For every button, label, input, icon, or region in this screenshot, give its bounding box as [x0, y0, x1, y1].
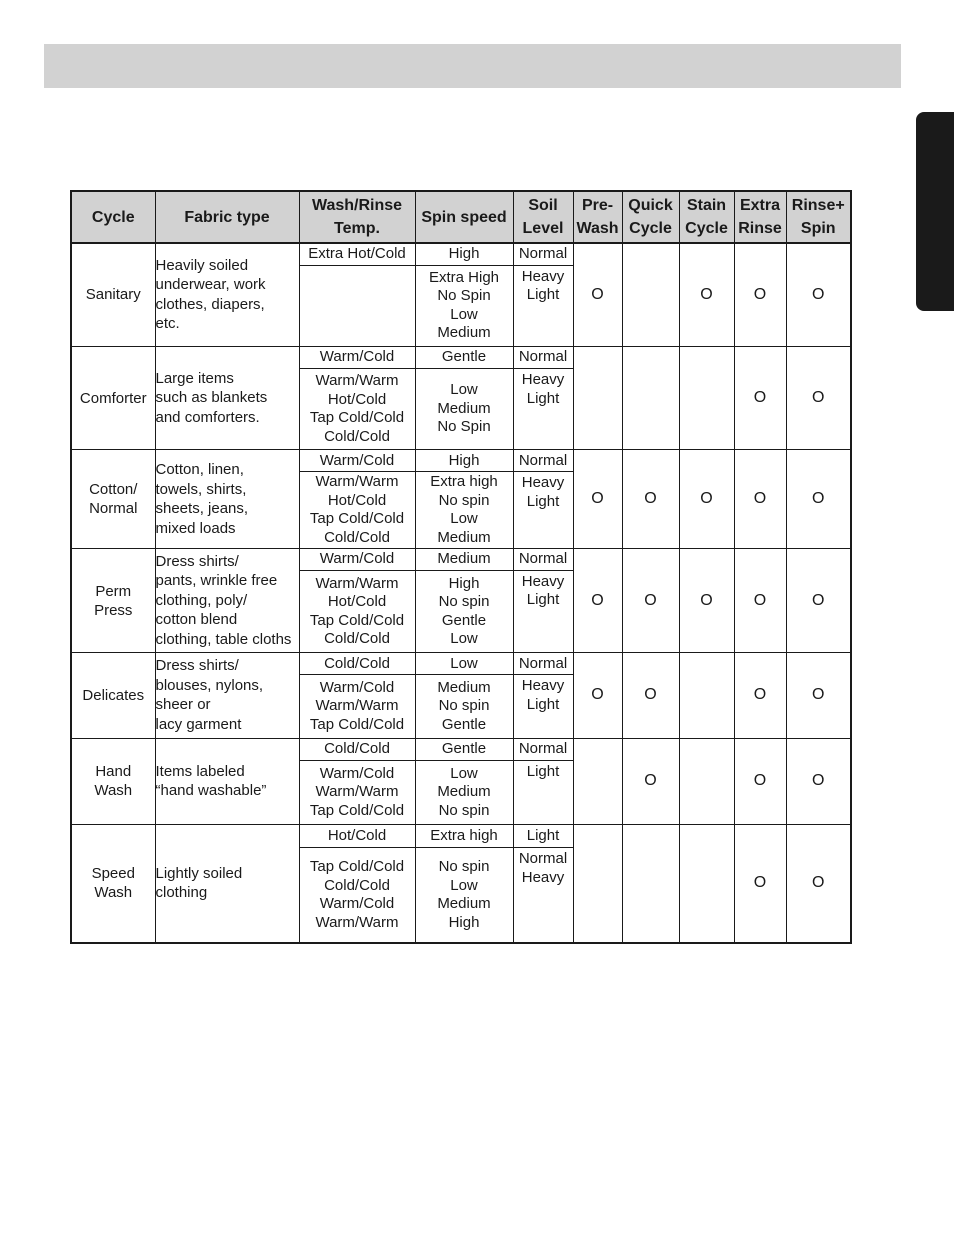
temp-options-line: Tap Cold/Cold [309, 801, 405, 819]
stain-cycle-mark: O [679, 243, 734, 346]
fabric-type [155, 548, 299, 652]
temp-options-line: Warm/Warm [315, 913, 399, 931]
temp-default [299, 450, 415, 472]
pre-wash-mark: O [573, 653, 622, 738]
spin-options-line: Low [450, 305, 478, 323]
temp-options-line: Cold/Cold [324, 528, 390, 546]
table-row [71, 824, 851, 847]
cycle-name [71, 450, 155, 548]
fabric-type-line: Items labeled [155, 762, 245, 780]
temp-default [299, 243, 415, 265]
fabric-type [155, 243, 299, 346]
section-header-bar [44, 44, 901, 88]
cycle-name [71, 824, 155, 943]
quick-cycle-mark: O [622, 548, 679, 652]
spin-options-line: Low [450, 381, 478, 399]
temp-options [299, 369, 415, 450]
extra-rinse-mark: O [734, 243, 786, 346]
spin-options-line: Medium [437, 783, 491, 801]
spin-options [415, 675, 513, 738]
fabric-type-line: such as blankets [155, 389, 268, 407]
soil-options-line: Heavy [521, 371, 565, 389]
soil-options [513, 848, 573, 943]
spin-options-line: No spin [438, 858, 490, 876]
side-tab-marker [916, 112, 954, 311]
fabric-type-line: clothing, table cloths [155, 630, 292, 648]
temp-options-line: Warm/Warm [315, 473, 399, 491]
temp-options-line: Warm/Cold [319, 764, 395, 782]
stain-cycle-mark [679, 738, 734, 824]
pre-wash-mark: O [573, 450, 622, 548]
fabric-type-line: lacy garment [155, 715, 242, 733]
pre-wash-mark: O [573, 243, 622, 346]
spin-default-line: Medium [437, 550, 491, 568]
spin-options-line: Low [450, 510, 478, 528]
table-row [71, 243, 851, 265]
fabric-type-line: clothing [155, 884, 208, 902]
fabric-type-line: cotton blend [155, 611, 238, 629]
temp-options-line: Hot/Cold [327, 491, 387, 509]
header-stain-cycle: Stain Cycle [679, 191, 734, 243]
spin-default-line: Gentle [441, 348, 487, 366]
cycle-name-line: Delicates [82, 686, 145, 704]
temp-options-line: Tap Cold/Cold [309, 510, 405, 528]
header-pre-wash: Pre- Wash [573, 191, 622, 243]
spin-default [415, 450, 513, 472]
quick-cycle-mark: O [622, 450, 679, 548]
header-soil-level: Soil Level [513, 191, 573, 243]
soil-default-line: Normal [518, 739, 568, 757]
temp-options-line: Cold/Cold [324, 630, 390, 648]
spin-options-line: High [448, 913, 480, 931]
soil-default-line: Normal [518, 245, 568, 263]
header-row [71, 191, 851, 243]
temp-options [299, 848, 415, 943]
soil-default-line: Normal [518, 451, 568, 469]
spin-options-line: No Spin [437, 418, 491, 436]
soil-default [513, 450, 573, 472]
fabric-type-line: Large items [155, 369, 234, 387]
temp-options-line: Cold/Cold [324, 876, 390, 894]
extra-rinse-mark: O [734, 450, 786, 548]
cycle-name-line: Perm [95, 582, 132, 600]
rinse-spin-mark: O [786, 824, 851, 943]
temp-options-line: Tap Cold/Cold [309, 611, 405, 629]
temp-default-line: Warm/Cold [319, 451, 395, 469]
rinse-spin-mark: O [786, 548, 851, 652]
extra-rinse-mark: O [734, 824, 786, 943]
stain-cycle-mark: O [679, 450, 734, 548]
extra-rinse-mark: O [734, 653, 786, 738]
rinse-spin-mark: O [786, 243, 851, 346]
quick-cycle-mark: O [622, 653, 679, 738]
temp-default [299, 346, 415, 368]
cycle-name [71, 346, 155, 449]
soil-options [513, 675, 573, 738]
spin-default [415, 824, 513, 847]
soil-default [513, 243, 573, 265]
spin-options-line: Medium [437, 399, 491, 417]
rinse-spin-mark: O [786, 346, 851, 449]
soil-options-line: Normal [518, 850, 568, 868]
fabric-type-line: clothes, diapers, [155, 295, 265, 313]
cycle-name [71, 548, 155, 652]
quick-cycle-mark [622, 824, 679, 943]
fabric-type-line: Heavily soiled [155, 256, 249, 274]
soil-default-line: Normal [518, 550, 568, 568]
spin-default [415, 548, 513, 570]
soil-default-line: Normal [518, 348, 568, 366]
soil-options-line: Heavy [521, 572, 565, 590]
spin-default-line: Gentle [441, 739, 487, 757]
temp-options-line: Warm/Warm [315, 372, 399, 390]
extra-rinse-mark: O [734, 548, 786, 652]
fabric-type-line: underwear, work [155, 276, 266, 294]
fabric-type-line: sheer or [155, 696, 211, 714]
fabric-type-line: and comforters. [155, 408, 260, 426]
spin-options [415, 760, 513, 824]
soil-default [513, 738, 573, 760]
fabric-type-line: Dress shirts/ [155, 552, 239, 570]
temp-options-line: Tap Cold/Cold [309, 858, 405, 876]
fabric-type [155, 450, 299, 548]
spin-options [415, 848, 513, 943]
cycle-name [71, 243, 155, 346]
temp-default-line: Warm/Cold [319, 348, 395, 366]
temp-options-line: Tap Cold/Cold [309, 715, 405, 733]
soil-options-line: Light [526, 762, 560, 780]
temp-options-line: Hot/Cold [327, 390, 387, 408]
temp-default [299, 653, 415, 675]
spin-default [415, 346, 513, 368]
temp-options [299, 265, 415, 346]
spin-options-line: No spin [438, 593, 490, 611]
cycle-name-line: Cotton/ [89, 481, 138, 499]
fabric-type-line: Cotton, linen, [155, 461, 244, 479]
soil-options [513, 760, 573, 824]
soil-options-line: Light [526, 389, 560, 407]
temp-default [299, 824, 415, 847]
temp-options-line: Cold/Cold [324, 427, 390, 445]
spin-options-line: Extra high [430, 473, 498, 491]
table-row [71, 346, 851, 368]
spin-options-line: Low [450, 876, 478, 894]
header-extra-rinse: Extra Rinse [734, 191, 786, 243]
fabric-type-line: “hand washable” [155, 782, 267, 800]
temp-default-line: Hot/Cold [327, 826, 387, 844]
soil-options [513, 472, 573, 548]
spin-options [415, 265, 513, 346]
header-fabric-type: Fabric type [155, 191, 299, 243]
soil-options-line: Light [526, 286, 560, 304]
table-row [71, 548, 851, 570]
spin-options-line: Medium [437, 324, 491, 342]
quick-cycle-mark [622, 243, 679, 346]
soil-options-line: Light [526, 591, 560, 609]
table-row [71, 653, 851, 675]
cycle-name [71, 653, 155, 738]
fabric-type-line: sheets, jeans, [155, 500, 249, 518]
temp-options-line: Warm/Cold [319, 895, 395, 913]
stain-cycle-mark [679, 824, 734, 943]
header-quick-cycle: Quick Cycle [622, 191, 679, 243]
spin-options [415, 570, 513, 652]
soil-options-line: Heavy [521, 868, 565, 886]
spin-options-line: Low [450, 630, 478, 648]
soil-default [513, 653, 573, 675]
fabric-type-line: etc. [155, 315, 180, 333]
cycle-name-line: Wash [94, 782, 133, 800]
temp-options-line: Warm/Cold [319, 678, 395, 696]
fabric-type [155, 738, 299, 824]
soil-default-line: Light [526, 826, 560, 844]
table-row [71, 738, 851, 760]
soil-options-line: Light [526, 695, 560, 713]
rinse-spin-mark: O [786, 653, 851, 738]
rinse-spin-mark: O [786, 450, 851, 548]
spin-default-line: High [448, 245, 480, 263]
temp-options-line: Warm/Warm [315, 783, 399, 801]
cycle-name-line: Comforter [79, 389, 147, 407]
spin-options [415, 369, 513, 450]
wash-cycle-table [70, 190, 852, 944]
cycle-name-line: Wash [94, 884, 133, 902]
spin-default-line: Extra high [430, 826, 498, 844]
temp-default-line: Cold/Cold [324, 654, 390, 672]
soil-options [513, 570, 573, 652]
temp-options [299, 472, 415, 548]
pre-wash-mark [573, 824, 622, 943]
pre-wash-mark: O [573, 548, 622, 652]
spin-options-line: No spin [438, 491, 490, 509]
soil-options [513, 369, 573, 450]
fabric-type [155, 653, 299, 738]
cycle-name-line: Hand [95, 763, 132, 781]
temp-options-line: Warm/Warm [315, 697, 399, 715]
extra-rinse-mark: O [734, 738, 786, 824]
stain-cycle-mark [679, 653, 734, 738]
spin-default-line: High [448, 451, 480, 469]
spin-default-line: Low [450, 654, 478, 672]
soil-default [513, 548, 573, 570]
header-wash-rinse-temp: Wash/Rinse Temp. [299, 191, 415, 243]
spin-options [415, 472, 513, 548]
temp-default [299, 548, 415, 570]
cycle-name-line: Speed [91, 865, 135, 883]
soil-default [513, 824, 573, 847]
temp-default-line: Cold/Cold [324, 739, 390, 757]
extra-rinse-mark: O [734, 346, 786, 449]
fabric-type-line: blouses, nylons, [155, 676, 264, 694]
spin-options-line: Low [450, 764, 478, 782]
spin-default [415, 738, 513, 760]
soil-default [513, 346, 573, 368]
soil-options-line: Heavy [521, 677, 565, 695]
rinse-spin-mark: O [786, 738, 851, 824]
spin-options-line: No Spin [437, 287, 491, 305]
spin-default [415, 243, 513, 265]
soil-options-line: Heavy [521, 267, 565, 285]
fabric-type [155, 824, 299, 943]
quick-cycle-mark: O [622, 738, 679, 824]
spin-options-line: Gentle [441, 611, 487, 629]
cycle-name [71, 738, 155, 824]
temp-options [299, 570, 415, 652]
cycle-name-line: Normal [89, 500, 138, 518]
fabric-type [155, 346, 299, 449]
header-spin-speed: Spin speed [415, 191, 513, 243]
header-rinse-spin: Rinse+ Spin [786, 191, 851, 243]
cycle-name-line: Press [94, 601, 133, 619]
spin-options-line: Extra High [428, 268, 500, 286]
spin-options-line: High [448, 574, 480, 592]
temp-default [299, 738, 415, 760]
temp-options-line: Warm/Warm [315, 574, 399, 592]
temp-options [299, 760, 415, 824]
stain-cycle-mark [679, 346, 734, 449]
header-cycle: Cycle [71, 191, 155, 243]
spin-options-line: No spin [438, 697, 490, 715]
temp-default-line: Extra Hot/Cold [308, 245, 406, 263]
spin-options-line: Medium [437, 895, 491, 913]
pre-wash-mark [573, 346, 622, 449]
temp-options-line: Tap Cold/Cold [309, 409, 405, 427]
spin-options-line: Gentle [441, 715, 487, 733]
temp-default-line: Warm/Cold [319, 550, 395, 568]
soil-default-line: Normal [518, 654, 568, 672]
spin-options-line: Medium [437, 528, 491, 546]
pre-wash-mark [573, 738, 622, 824]
stain-cycle-mark: O [679, 548, 734, 652]
spin-options-line: Medium [437, 678, 491, 696]
soil-options-line: Heavy [521, 474, 565, 492]
fabric-type-line: Dress shirts/ [155, 657, 239, 675]
spin-default [415, 653, 513, 675]
fabric-type-line: clothing, poly/ [155, 591, 248, 609]
fabric-type-line: pants, wrinkle free [155, 572, 278, 590]
fabric-type-line: Lightly soiled [155, 864, 243, 882]
table-row [71, 450, 851, 472]
fabric-type-line: towels, shirts, [155, 480, 247, 498]
quick-cycle-mark [622, 346, 679, 449]
temp-options [299, 675, 415, 738]
soil-options-line: Light [526, 492, 560, 510]
soil-options [513, 265, 573, 346]
cycle-name-line: Sanitary [85, 286, 141, 304]
fabric-type-line: mixed loads [155, 519, 236, 537]
temp-options-line: Hot/Cold [327, 593, 387, 611]
spin-options-line: No spin [438, 801, 490, 819]
